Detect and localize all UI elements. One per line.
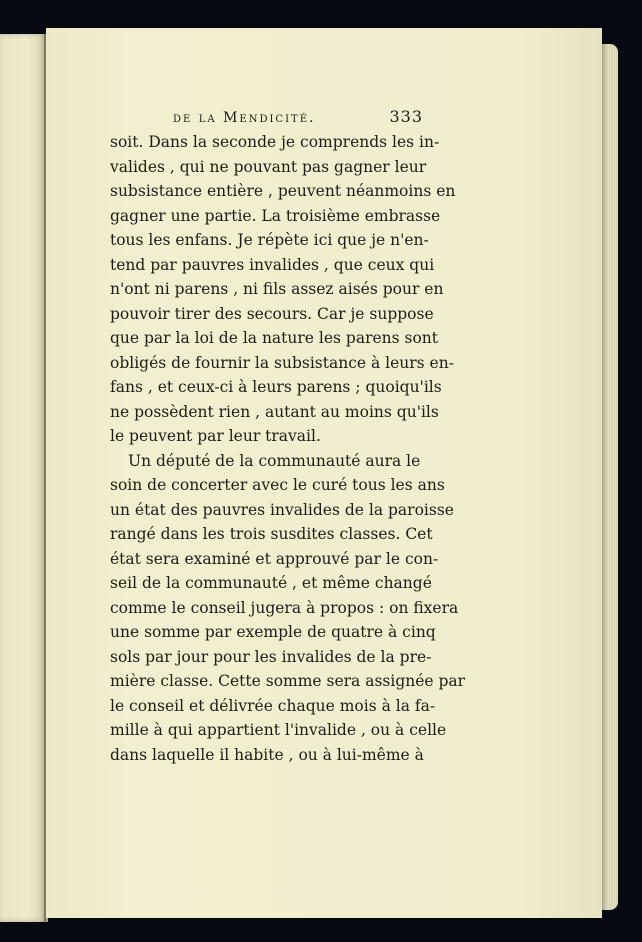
text-line: tend par pauvres invalides , que ceux qui bbox=[110, 255, 435, 274]
text-line: sols par jour pour les invalides de la pre- bbox=[110, 647, 432, 666]
text-line: dans laquelle il habite , ou à lui-même à bbox=[110, 745, 424, 764]
text-line: le conseil et délivrée chaque mois à la fa- bbox=[110, 696, 436, 715]
text-line: une somme par exemple de quatre à cinq bbox=[110, 623, 436, 641]
text-line: fans , et ceux-ci à leurs parens ; quoiqu'ils bbox=[110, 378, 442, 396]
text-line: un état des pauvres invalides de la paroisse bbox=[110, 500, 454, 519]
text-line: mille à qui appartient l'invalide , ou à celle bbox=[110, 721, 447, 739]
text-line: gagner une partie. La troisième embrasse bbox=[110, 206, 441, 225]
text-line-paragraph-end: le peuvent par leur travail. bbox=[110, 427, 321, 445]
text-line: ne possèdent rien , autant au moins qu'ils bbox=[110, 402, 439, 421]
text-line: soin de concerter avec le curé tous les ans bbox=[110, 476, 445, 494]
running-title: de la Mendicité. bbox=[173, 110, 316, 126]
text-line: soit. Dans la seconde je comprends les in- bbox=[110, 133, 440, 151]
running-head bbox=[173, 107, 423, 131]
text-line: que par la loi de la nature les parens sont bbox=[110, 329, 439, 347]
text-line: pouvoir tirer des secours. Car je suppose bbox=[110, 304, 434, 323]
text-line: tous les enfans. Je répète ici que je n'en- bbox=[110, 231, 429, 249]
text-line: n'ont ni parens , ni fils assez aisés pour en bbox=[110, 280, 444, 298]
text-line: subsistance entière , peuvent néanmoins en bbox=[110, 182, 456, 200]
text-line: seil de la communauté , et même changé bbox=[110, 574, 432, 592]
body-text bbox=[110, 130, 466, 767]
left-page-edge bbox=[0, 34, 46, 922]
text-line: état sera examiné et approuvé par le con- bbox=[110, 549, 439, 568]
page-number: 333 bbox=[389, 107, 423, 126]
text-line-paragraph-start: Un député de la communauté aura le bbox=[128, 451, 421, 470]
text-line: comme le conseil jugera à propos : on fixera bbox=[110, 598, 459, 617]
text-line: rangé dans les trois susdites classes. Cet bbox=[110, 525, 433, 543]
text-line: valides , qui ne pouvant pas gagner leur bbox=[110, 157, 427, 176]
text-line: mière classe. Cette somme sera assignée par bbox=[110, 672, 466, 690]
text-line: obligés de fournir la subsistance à leurs en- bbox=[110, 353, 454, 372]
